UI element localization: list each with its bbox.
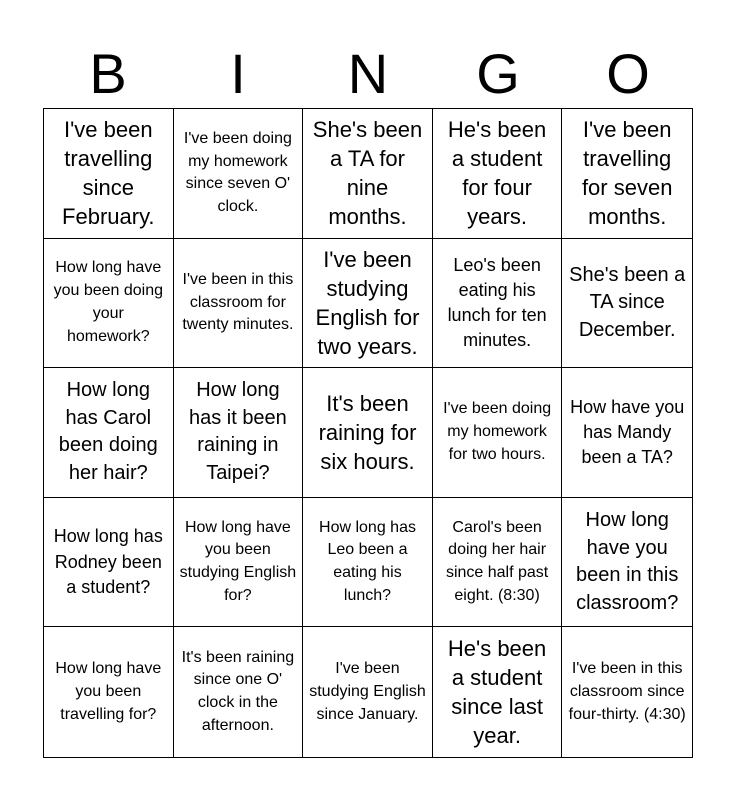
bingo-cell-r2c5[interactable] [562,239,692,369]
cell-text: How have you has Mandy been a TA? [570,396,685,468]
bingo-header [43,40,693,108]
cell-text: How long have you been doing your homework? [53,259,164,345]
bingo-cell-r4c3[interactable] [303,498,433,628]
cell-text: How long has Carol been doing her hair? [58,379,158,485]
bingo-cell-r2c1[interactable] [44,239,174,369]
cell-text: I've been in this classroom since four-thirty. (4:30) [568,660,686,723]
cell-text: I've been travelling since February. [62,117,155,230]
cell-text: How long have you been in this classroom? [576,508,679,614]
cell-text: I've been doing my homework for two hours. [443,400,552,463]
cell-text: He's been a student since last year. [447,636,547,749]
cell-text: Leo's been eating his lunch for ten minutes. [447,254,547,351]
cell-text: I've been studying English for two years. [315,246,420,359]
header-letter-i: I [230,42,246,105]
cell-text: It's been raining for six hours. [318,390,417,474]
header-letter-g: G [476,42,520,105]
header-letter-o: O [606,42,650,105]
bingo-cell-r5c4[interactable] [433,627,563,757]
cell-text: How long have you been studying English for? [179,518,297,604]
bingo-cell-r4c1[interactable] [44,498,174,628]
bingo-cell-r2c2[interactable] [174,239,304,369]
bingo-cell-r4c2[interactable] [174,498,304,628]
cell-text: I've been travelling for seven months. [581,117,673,230]
bingo-cell-r3c1[interactable] [44,368,174,498]
bingo-cell-r2c4[interactable] [433,239,563,369]
bingo-cell-r3c3[interactable] [303,368,433,498]
bingo-cell-r4c5[interactable] [562,498,692,628]
cell-text: She's been a TA for nine months. [312,117,423,230]
cell-text: Carol's been doing her hair since half past eight. (8:30) [445,518,549,604]
bingo-cell-r1c3[interactable] [303,109,433,239]
bingo-board [43,108,693,758]
bingo-cell-r4c4[interactable] [433,498,563,628]
cell-text: She's been a TA since December. [569,263,686,341]
bingo-cell-r1c4[interactable] [433,109,563,239]
bingo-cell-r3c5[interactable] [562,368,692,498]
cell-text: How long has Leo been a eating his lunch? [319,518,416,604]
cell-text: How long has Rodney been a student? [53,526,163,597]
bingo-cell-r5c3[interactable] [303,627,433,757]
bingo-cell-r1c2[interactable] [174,109,304,239]
bingo-cell-r5c2[interactable] [174,627,304,757]
cell-text: It's been raining since one O' clock in the afternoon. [181,648,295,734]
bingo-cell-r3c4[interactable] [433,368,563,498]
cell-text: I've been doing my homework since seven O' clock. [183,129,292,216]
cell-text: How long has it been raining in Taipei? [188,379,287,485]
bingo-cell-r3c2[interactable] [174,368,304,498]
cell-text: How long have you been travelling for? [55,660,162,723]
bingo-cell-r1c1[interactable] [44,109,174,239]
cell-text: He's been a student for four years. [447,117,547,230]
header-letter-b: B [89,42,127,105]
bingo-cell-r2c3[interactable] [303,239,433,369]
cell-text: I've been in this classroom for twenty minutes. [182,270,294,334]
header-letter-n: N [347,42,389,105]
cell-text: I've been studying English since January. [309,660,426,723]
bingo-cell-r5c5[interactable] [562,627,692,757]
bingo-cell-r5c1[interactable] [44,627,174,757]
bingo-cell-r1c5[interactable] [562,109,692,239]
